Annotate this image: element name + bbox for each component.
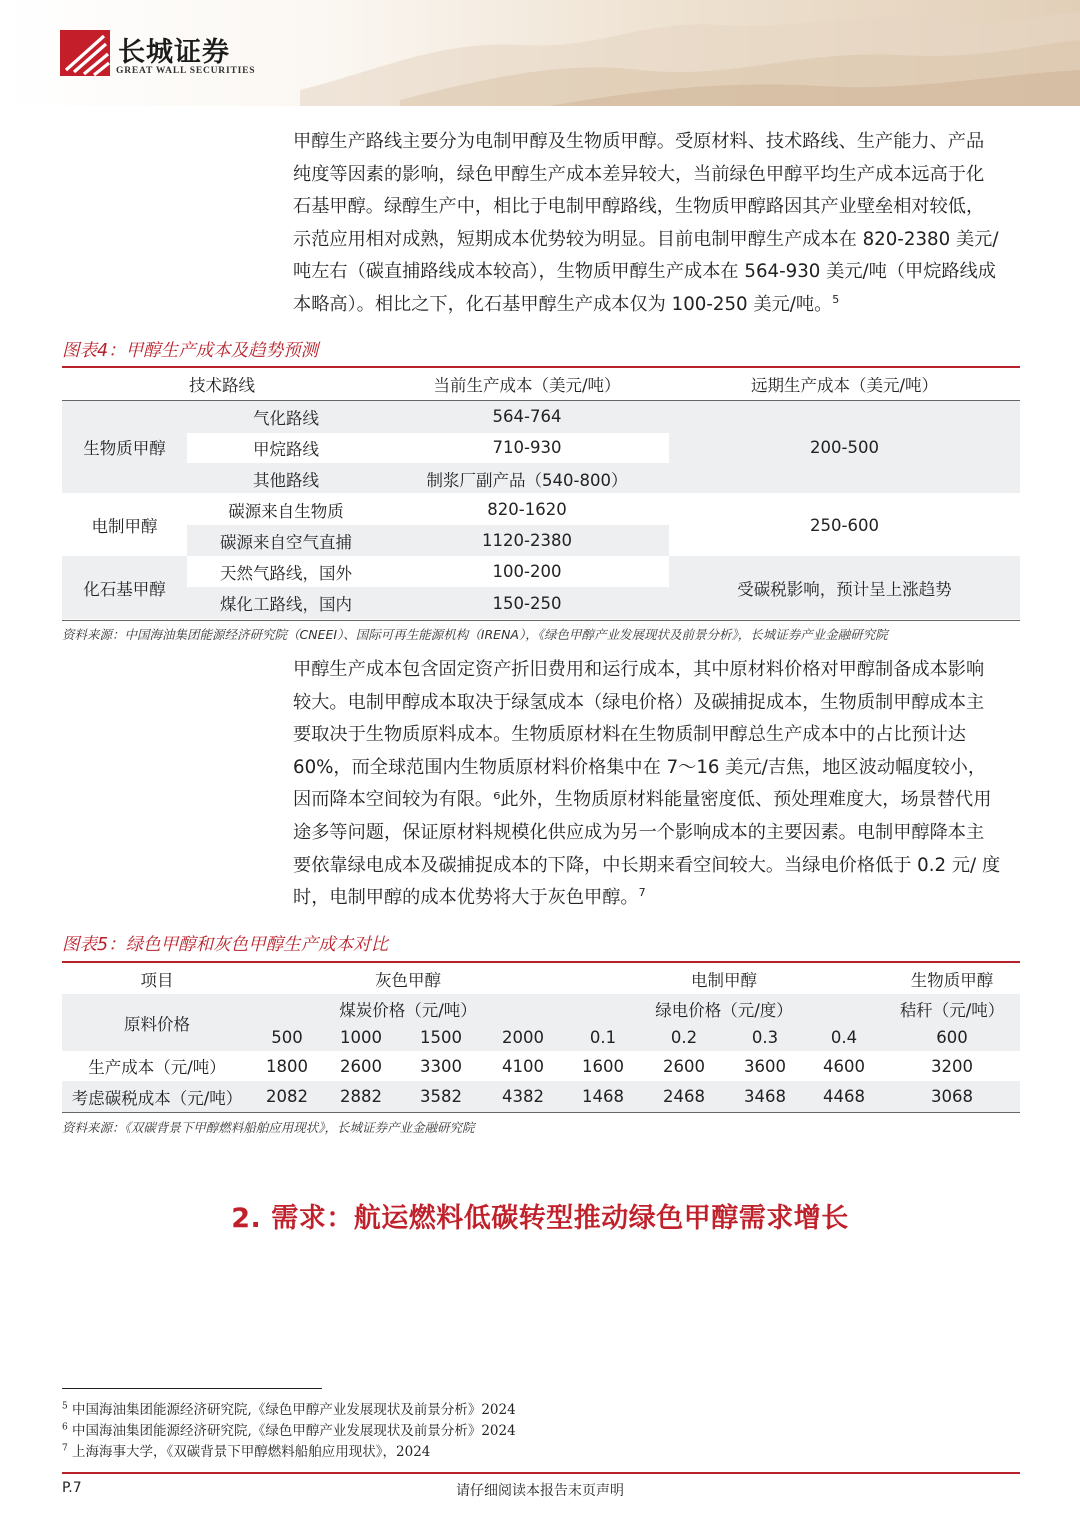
- page-header: [0, 0, 1080, 106]
- paragraph-1: [293, 126, 1020, 322]
- value-cell: 3600: [744, 1056, 786, 1076]
- value-cell: 4100: [502, 1056, 544, 1076]
- table-header: 灰色甲醇: [375, 970, 441, 990]
- paragraph-line: 途多等问题，保证原材料规模化供应成为另一个影响成本的主要因素。电制甲醇降本主: [293, 821, 985, 843]
- great-wall-logo-icon: [60, 30, 110, 76]
- brand-name-en: GREAT WALL SECURITIES: [116, 66, 256, 76]
- route-cell: 碳源来自生物质: [228, 501, 344, 521]
- row-label: 考虑碳税成本（元/吨）: [71, 1088, 243, 1108]
- price-cell: 500: [271, 1027, 303, 1047]
- figure-4-source: 资料来源：中国海油集团能源经济研究院（CNEEI）、国际可再生能源机构（IRENA），《绿色甲醇产业发展现状及前景分析》，长城证券产业金融研究院: [62, 627, 888, 642]
- current-cost-cell: 710-930: [492, 438, 562, 457]
- future-cost-cell: 200-500: [810, 437, 879, 457]
- unit-cell: 煤炭价格（元/吨）: [339, 1001, 477, 1020]
- value-cell: 2082: [266, 1087, 308, 1106]
- price-cell: 0.2: [670, 1027, 698, 1047]
- footnote: $^6$ 中国海油集团能源经济研究院,《绿色甲醇产业发展现状及前景分析》2024: [62, 1422, 516, 1439]
- paragraph-line: 石基甲醇。绿醇生产中，相比于电制甲醇路线，生物质甲醇路因其产业壁垒相对较低，: [293, 196, 985, 218]
- table-header: 电制甲醇: [691, 970, 757, 990]
- current-cost-cell: 制浆厂副产品（540-800）: [426, 470, 628, 490]
- table-bottom-rule: [62, 1112, 1020, 1113]
- figure-5-source: 资料来源：《双碳背景下甲醇燃料船舶应用现状》，长城证券产业金融研究院: [62, 1120, 475, 1135]
- paragraph-2: [293, 654, 1020, 915]
- route-cell: 气化路线: [253, 408, 319, 428]
- value-cell: 2468: [663, 1087, 705, 1106]
- page-number: P.7: [62, 1480, 82, 1496]
- category-cell: 生物质甲醇: [83, 439, 166, 458]
- value-cell: 3582: [420, 1087, 462, 1106]
- route-cell: 碳源来自空气直捕: [220, 532, 352, 552]
- value-cell: 3068: [931, 1087, 973, 1106]
- brand-name-cn: 长城证券: [118, 37, 230, 68]
- current-cost-cell: 100-200: [492, 562, 562, 581]
- value-cell: 1468: [582, 1087, 624, 1106]
- price-cell: 0.4: [830, 1027, 858, 1047]
- route-cell: 其他路线: [253, 470, 319, 490]
- footer-disclaimer: 请仔细阅读本报告末页声明: [456, 1483, 624, 1499]
- table-header: 生物质甲醇: [910, 970, 994, 990]
- value-cell: 2600: [340, 1056, 382, 1076]
- row-label: 生产成本（元/吨）: [88, 1058, 226, 1077]
- value-cell: 1600: [582, 1056, 624, 1076]
- paragraph-line: 示范应用相对成熟，短期成本优势较为明显。目前电制甲醇生产成本在 820-2380 美元/: [293, 228, 999, 250]
- value-cell: 2600: [663, 1056, 705, 1076]
- footnote: $^5$ 中国海油集团能源经济研究院,《绿色甲醇产业发展现状及前景分析》2024: [62, 1401, 516, 1418]
- footnote-ref[interactable]: 7: [638, 886, 646, 900]
- value-cell: 3300: [420, 1056, 462, 1076]
- table-header: 项目: [140, 970, 174, 990]
- category-cell: 电制甲醇: [91, 517, 158, 536]
- future-cost-cell: 受碳税影响，预计呈上涨趋势: [737, 579, 952, 599]
- current-cost-cell: 564-764: [492, 407, 562, 426]
- price-cell: 1500: [420, 1027, 462, 1047]
- value-cell: 4468: [823, 1087, 865, 1106]
- current-cost-cell: 820-1620: [487, 500, 567, 519]
- unit-cell: 绿电价格（元/度）: [655, 1001, 793, 1020]
- paragraph-line: 时，电制甲醇的成本优势将大于灰色甲醇。$^7$: [293, 886, 646, 909]
- value-cell: 1800: [266, 1056, 308, 1076]
- table-bottom-rule: [62, 620, 1020, 621]
- value-cell: 3200: [931, 1056, 973, 1076]
- current-cost-cell: 150-250: [492, 593, 562, 613]
- paragraph-line: 要取决于生物质原料成本。生物质原材料在生物质制甲醇总生产成本中的占比预计达: [293, 724, 966, 746]
- value-cell: 4600: [823, 1056, 865, 1076]
- section-title: 2. 需求：航运燃料低碳转型推动绿色甲醇需求增长: [231, 1203, 849, 1234]
- paragraph-line: 60%，而全球范围内生物质原材料价格集中在 7～16 美元/吉焦，地区波动幅度较小，: [293, 756, 987, 778]
- table-header: 当前生产成本（美元/吨）: [433, 376, 621, 395]
- price-cell: 1000: [340, 1027, 382, 1047]
- paragraph-line: 要依靠绿电成本及碳捕捉成本的下降，中长期来看空间较大。当绿电价格低于 0.2 元/ 度: [293, 854, 1001, 876]
- table-header: 技术路线: [189, 376, 255, 395]
- great-wall-mountain-graphic: [300, 0, 1080, 106]
- route-cell: 煤化工路线，国内: [220, 595, 352, 614]
- route-cell: 甲烷路线: [253, 439, 319, 459]
- price-cell: 0.3: [751, 1027, 779, 1047]
- table-top-rule: [62, 961, 1020, 963]
- footnote-ref[interactable]: 5: [832, 292, 840, 306]
- paragraph-line: 较大。电制甲醇成本取决于绿氢成本（绿电价格）及碳捕捉成本，生物质制甲醇成本主: [293, 691, 985, 713]
- table-top-rule: [62, 366, 1020, 368]
- unit-cell: 秸秆（元/吨）: [899, 1001, 1005, 1020]
- future-cost-cell: 250-600: [810, 515, 879, 535]
- footnote-rule: [62, 1388, 322, 1389]
- price-cell: 600: [936, 1027, 968, 1047]
- figure-4-title: 图表4：甲醇生产成本及趋势预测: [62, 341, 319, 361]
- value-cell: 2882: [340, 1087, 382, 1106]
- paragraph-line: 因而降本空间较为有限。⁶此外，生物质原材料能量密度低、预处理难度大，场景替代用: [293, 789, 992, 811]
- paragraph-line: 甲醇生产成本包含固定资产折旧费用和运行成本，其中原材料价格对甲醇制备成本影响: [293, 659, 985, 680]
- price-cell: 2000: [502, 1027, 544, 1047]
- footnote: $^7$ 上海海事大学，《双碳背景下甲醇燃料船舶应用现状》，2024: [62, 1443, 431, 1460]
- paragraph-line: 纯度等因素的影响，绿色甲醇生产成本差异较大，当前绿色甲醇平均生产成本远高于化: [293, 163, 985, 185]
- route-cell: 天然气路线，国外: [220, 563, 352, 583]
- value-cell: 3468: [744, 1087, 786, 1106]
- figure-5-title: 图表5：绿色甲醇和灰色甲醇生产成本对比: [62, 935, 389, 955]
- row-label: 原料价格: [124, 1014, 190, 1034]
- value-cell: 4382: [502, 1087, 544, 1106]
- category-cell: 化石基甲醇: [83, 579, 166, 599]
- paragraph-line: 甲醇生产路线主要分为电制甲醇及生物质甲醇。受原材料、技术路线、生产能力、产品: [293, 131, 985, 152]
- paragraph-line: 本略高）。相比之下，化石基甲醇生产成本仅为 100-250 美元/吨。$^5$: [293, 292, 840, 315]
- paragraph-line: 吨左右（碳直捕路线成本较高），生物质甲醇生产成本在 564-930 美元/吨（甲烷路线成: [293, 261, 996, 283]
- table-header: 远期生产成本（美元/吨）: [750, 376, 939, 395]
- price-cell: 0.1: [589, 1027, 617, 1047]
- footer-rule: [62, 1472, 1020, 1474]
- current-cost-cell: 1120-2380: [482, 531, 572, 550]
